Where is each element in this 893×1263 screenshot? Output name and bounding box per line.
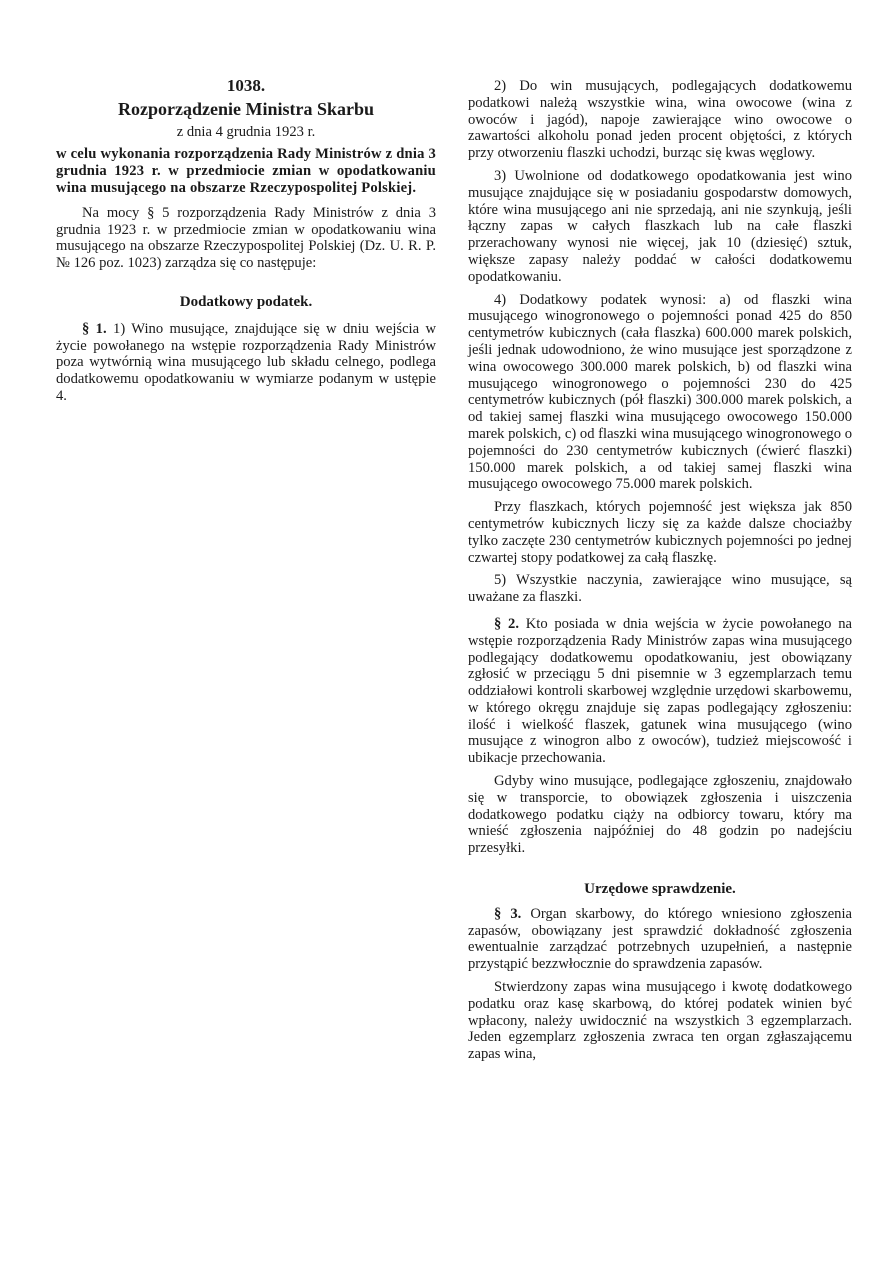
- document-date: z dnia 4 grudnia 1923 r.: [176, 123, 316, 140]
- section-3-label: § 3.: [494, 905, 522, 922]
- section-heading-additional-tax: Dodatkowy podatek.: [179, 293, 313, 310]
- paragraph-2: 2) Do win musujących, podlegających dodatkowemu podatkowi należą wszystkie wina, wina owocowe (wina z owoców i jagód), napoje zawierające wino owocowe o zawartości alkoholu ponad jeden procent objętości, z których przy otworzeniu flaszki uchodzi, burząc się kwas węglowy.: [468, 78, 852, 162]
- section-3-paragraph: [468, 906, 852, 973]
- section-heading-official-check: Urzędowe sprawdzenie.: [584, 881, 736, 898]
- paragraph-4-continuation: Przy flaszkach, których pojemność jest większa jak 850 centymetrów kubicznych liczy się za każde dalsze chociażby tylko zaczęte 230 centymetrów kubicznych pojemności po jednej czwartej stopy podatkowej za całą flaszkę.: [468, 499, 852, 566]
- document-number: 1038.: [226, 76, 266, 95]
- section-2-text: Kto posiada w dnia wejścia w życie powołanego na wstępie rozporządzenia Rady Ministrów zapas wina musującego podlegający dodatkowemu opodatkowaniu, jest obowiązany zgłosić w przeciągu 5 dni pisemnie w 3 egzemplarzach temu oddziałowi kontroli skarbowej względnie urzędowi skarbowemu, w którego okręgu znajduje się zapas podlegający zgłoszeniu: ilość i wielkość flaszek, gatunek wina musującego (wino musujące z winogron albo z owoców), tudzież miejscowość i ubikacje przechowania.: [468, 615, 852, 767]
- paragraph-4: 4) Dodatkowy podatek wynosi: a) od flaszki wina musującego winogronowego o pojemności ponad 425 do 850 centymetrów kubicznych (cała flaszka) 600.000 marek polskich, jeśli jednak udowodniono, że wino musujące jest sporządzone z wina owocowego 300.000 marek polskich, b) od flaszki wina musującego winogronowego o pojemności 230 do 425 centymetrów kubicznych (pół flaszki) 300.000 marek polskich, a od takiej samej flaszki wina musującego owocowego 150.000 marek polskich, c) od flaszki wina musującego winogronowego o pojemności do 230 centymetrów kubicznych (ćwierć flaszki) 150.000 marek polskich, a od takiej samej flaszki wina musującego owocowego 75.000 marek polskich.: [468, 291, 852, 493]
- section-3-text: Organ skarbowy, do którego wniesiono zgłoszenia zapasów, obowiązany jest sprawdzić dokładność zgłoszenia ewentualnie zarządzać potrzebnych uzupełnień, a następnie przystąpić bezzwłocznie do sprawdzenia zapasów.: [468, 905, 853, 973]
- right-column: [468, 78, 852, 1063]
- paragraph-5: 5) Wszystkie naczynia, zawierające wino musujące, są uważane za flaszki.: [468, 572, 852, 606]
- section-2-continuation: Gdyby wino musujące, podlegające zgłoszeniu, znajdowało się w transporcie, to obowiązek zgłoszenia i uiszczenia dodatkowego podatku ciąży na odbiorcy towaru, który ma wnieść zgłoszenia najpóźniej do 48 godzin po nadejściu przesyłki.: [468, 773, 852, 857]
- section-1-text: 1) Wino musujące, znajdujące się w dniu wejścia w życie powołanego na wstępie rozporządzenia Rady Ministrów poza wytwórnią wina musującego lub składu celnego, podlega dodatkowemu opodatkowaniu w wymiarze podanym w ustępie 4.: [56, 320, 437, 404]
- paragraph-3: 3) Uwolnione od dodatkowego opodatkowania jest wino musujące znajdujące się w posiadaniu gospodarstw domowych, które wina musującego ani nie sprzedają, ani nie szynkują, jeśli łączny zapas w całych flaszkach lub na całe flaszki przerachowany wynosi nie więcej, jak 10 (dziesięć) sztuk, większe zapasy należy poddać w całości dodatkowemu opodatkowaniu.: [468, 167, 852, 285]
- section-3-continuation: Stwierdzony zapas wina musującego i kwotę dodatkowego podatku oraz kasę skarbową, do której podatek winien być wpłacony, należy uwidocznić na wszystkich 3 egzemplarzach. Jeden egzemplarz zgłoszenia zwraca ten organ zgłaszającemu zapas wina,: [468, 979, 852, 1063]
- preamble-paragraph: Na mocy § 5 rozporządzenia Rady Ministrów z dnia 3 grudnia 1923 r. w przedmiocie zmian w opodatkowaniu wina musującego na obszarze Rzeczypospolitej Polskiej (Dz. U. R. P. № 126 poz. 1023) zarządza się co następuje:: [56, 204, 436, 272]
- section-2-label: § 2.: [494, 615, 519, 632]
- section-1-paragraph: [56, 321, 436, 405]
- section-1-label: § 1.: [82, 320, 107, 337]
- document-title: Rozporządzenie Ministra Skarbu: [118, 98, 374, 119]
- document-subject: w celu wykonania rozporządzenia Rady Ministrów z dnia 3 grudnia 1923 r. w przedmiocie zmian w opodatkowaniu wina musującego na obszarze Rzeczypospolitej Polskiej.: [56, 146, 436, 196]
- section-2-paragraph: [468, 616, 852, 767]
- left-column: [56, 78, 436, 405]
